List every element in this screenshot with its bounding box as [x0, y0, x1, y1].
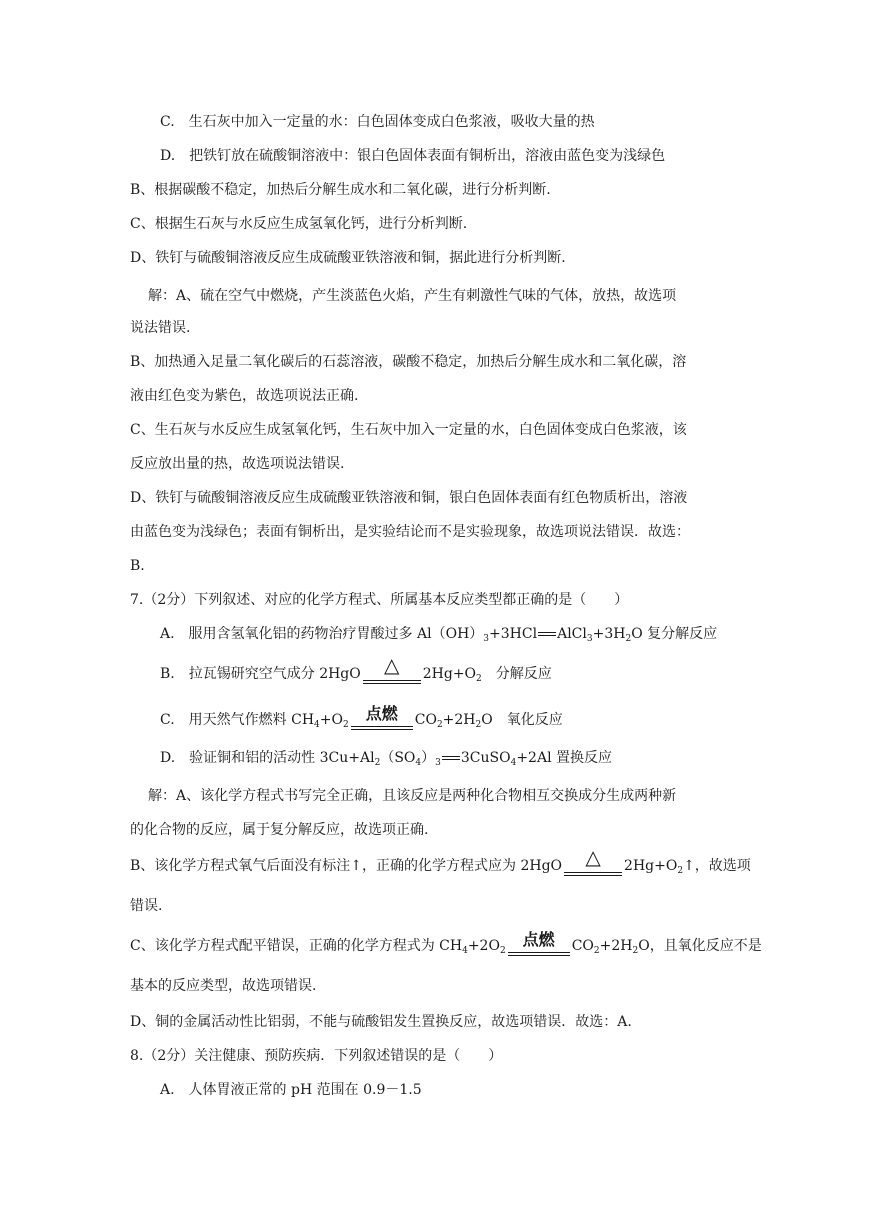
heat-condition	[361, 653, 423, 689]
solution-c-line-cont: 反应放出量的热，故选项说法错误.	[130, 456, 345, 472]
analysis-c-line: C、根据生石灰与水反应生成氢氧化钙，进行分析判断.	[130, 216, 468, 232]
q7-option-c: C. 用天然气作燃料 $CH_4+O_2$ 点燃 $CO_2+2H_2O$ 氧化反应	[160, 710, 563, 735]
q7-solution-d: D、铜的金属活动性比铝弱，不能与硫酸铝发生置换反应，故选项错误．故选：A.	[130, 1014, 632, 1030]
option-c-line: C. 生石灰中加入一定量的水：白色固体变成白色浆液，吸收大量的热	[160, 114, 595, 130]
answer-line: B.	[130, 558, 145, 574]
q7-solution-b: B、该化学方程式氧气后面没有标注↑，正确的化学方程式应为 2HgO △ $2Hg+O_2↑$，故选项	[130, 856, 751, 881]
question-7: 7.（2分）下列叙述、对应的化学方程式、所属基本反应类型都正确的是（ ）	[130, 592, 629, 608]
q7-option-d: D. 验证铜和铝的活动性 $3Cu+Al_2(SO_4)_3$ 3CuSO$_4$+2Al 置换反应	[160, 750, 613, 768]
solution-c-line: C、生石灰与水反应生成氢氧化钙，生石灰中加入一定量的水，白色固体变成白色浆液，该	[130, 422, 687, 438]
q7-solution-b-cont: 错误.	[130, 898, 163, 914]
equals-sign	[442, 756, 460, 760]
q7-solution-line-2: 的化合物的反应，属于复分解反应，故选项正确.	[130, 822, 429, 838]
heat-triangle-icon: △	[585, 845, 601, 869]
option-d-line: D. 把铁钉放在硫酸铜溶液中：银白色固体表面有铜析出，溶液由蓝色变为浅绿色	[160, 148, 666, 164]
q7-solution-c-cont: 基本的反应类型，故选项错误.	[130, 978, 317, 994]
equals-sign	[538, 632, 556, 636]
q7-option-b: B. 拉瓦锡研究空气成分 2HgO △ $2Hg+O_2$ 分解反应	[160, 664, 552, 689]
question-8: 8.（2分）关注健康、预防疾病．下列叙述错误的是（ ）	[130, 1048, 503, 1064]
q7-solution-line-1: 解：A、该化学方程式书写完全正确，且该反应是两种化合物相互交换成分生成两种新	[148, 788, 677, 804]
solution-d-line-cont: 由蓝色变为浅绿色；表面有铜析出，是实验结论而不是实验现象，故选项说法错误．故选：	[130, 524, 690, 540]
heat-triangle-icon: △	[384, 653, 400, 677]
solution-b-line: B、加热通入足量二氧化碳后的石蕊溶液，碳酸不稳定，加热后分解生成水和二氧化碳，溶	[130, 354, 687, 370]
q7-option-a: A. 服用含氢氧化铝的药物治疗胃酸过多 $Al(OH)_3+3HCl$ $AlCl_3+3H_2O$ 复分解反应	[160, 626, 718, 644]
solution-a-line-cont: 说法错误.	[130, 320, 191, 336]
solution-d-line: D、铁钉与硫酸铜溶液反应生成硫酸亚铁溶液和铜，银白色固体表面有红色物质析出，溶液	[130, 490, 688, 506]
analysis-d-line: D、铁钉与硫酸铜溶液反应生成硫酸亚铁溶液和铜，据此进行分析判断.	[130, 250, 566, 266]
solution-a-line: 解：A、硫在空气中燃烧，产生淡蓝色火焰，产生有刺激性气味的气体，放热，故选项	[148, 288, 677, 304]
q7-solution-c: C、该化学方程式配平错误，正确的化学方程式为 $CH_4+2O_2$ 点燃 $CO_2+2H_2O$，且氧化反应不是	[130, 936, 762, 961]
solution-b-line-cont: 液由红色变为紫色，故选项说法正确.	[130, 388, 359, 404]
heat-condition	[562, 845, 624, 881]
ignition-condition: 点燃	[506, 941, 572, 961]
analysis-b-line: B、根据碳酸不稳定，加热后分解生成水和二氧化碳，进行分析判断.	[130, 182, 551, 198]
q8-option-a: A. 人体胃液正常的 pH 范围在 0.9－1.5	[160, 1082, 422, 1098]
ignition-condition: 点燃	[349, 715, 415, 735]
